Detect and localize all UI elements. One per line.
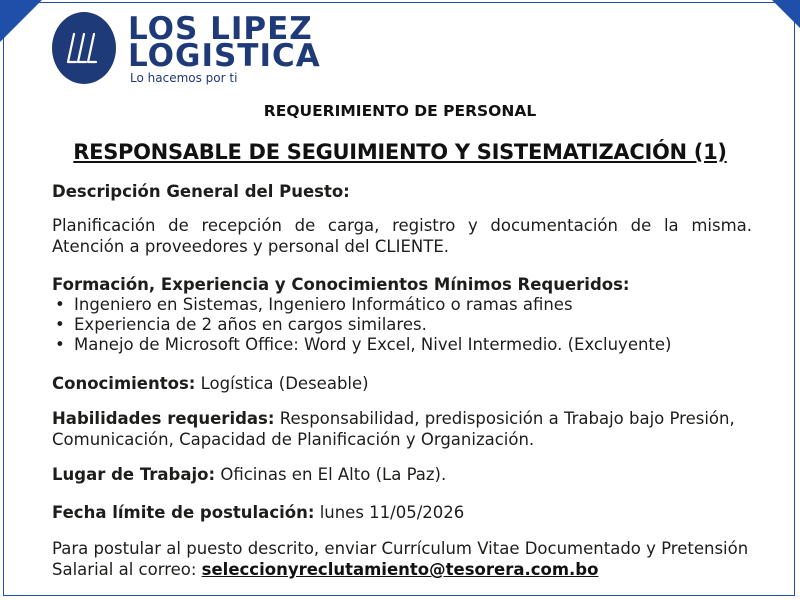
requirement-item: • Manejo de Microsoft Office: Word y Excel, Nivel Intermedio. (Excluyente)	[52, 335, 752, 355]
workplace-line	[52, 464, 752, 485]
document-heading: REQUERIMIENTO DE PERSONAL	[263, 102, 537, 120]
lll-monogram-icon	[52, 12, 116, 84]
requirement-item: • Ingeniero en Sistemas, Ingeniero Informático o ramas afines	[52, 295, 752, 315]
email-link[interactable]: seleccionyreclutamiento@tesorera.com.bo	[201, 560, 599, 579]
requirement-item: • Experiencia de 2 años en cargos similares.	[52, 315, 752, 335]
knowledge-value: Logística (Deseable)	[200, 374, 369, 393]
skills-value: Responsabilidad, predisposición a Trabajo bajo Presión, Comunicación, Capacidad de Planificación y Organización.	[52, 409, 735, 449]
brand-tagline: Lo hacemos por ti	[130, 71, 238, 85]
brand-name-line2: LOGISTICA	[128, 38, 321, 74]
apply-instructions	[52, 538, 752, 580]
knowledge-label: Conocimientos:	[52, 374, 196, 393]
deadline-label: Fecha límite de postulación:	[52, 503, 315, 522]
apply-text: Para postular al puesto descrito, enviar Currículum Vitae Documentado y Pretensión Salarial al correo:	[52, 539, 749, 579]
corner-decoration-right	[772, 0, 800, 28]
workplace-label: Lugar de Trabajo:	[52, 465, 216, 484]
deadline-value: lunes 11/05/2026	[319, 503, 465, 522]
requirements-label: Formación, Experiencia y Conocimientos Mínimos Requeridos:	[52, 275, 630, 294]
logo-emblem	[52, 12, 116, 84]
job-title: RESPONSABLE DE SEGUIMIENTO Y SISTEMATIZACIÓN (1)	[73, 140, 727, 164]
skills-line	[52, 408, 752, 450]
skills-label: Habilidades requeridas:	[52, 409, 275, 428]
workplace-value: Oficinas en El Alto (La Paz).	[220, 465, 447, 484]
knowledge-line	[52, 373, 752, 394]
requirements-list	[52, 295, 752, 355]
requirements-section	[52, 274, 752, 355]
corner-decoration-left	[0, 0, 42, 42]
description-text: Planificación de recepción de carga, registro y documentación de la misma. Atención a proveedores y personal del CLIENTE.	[52, 216, 752, 256]
deadline-line	[52, 502, 752, 523]
description-label: Descripción General del Puesto:	[52, 182, 350, 201]
brand-name-line1: LOS LIPEZ	[128, 11, 313, 47]
description-heading	[52, 181, 752, 202]
